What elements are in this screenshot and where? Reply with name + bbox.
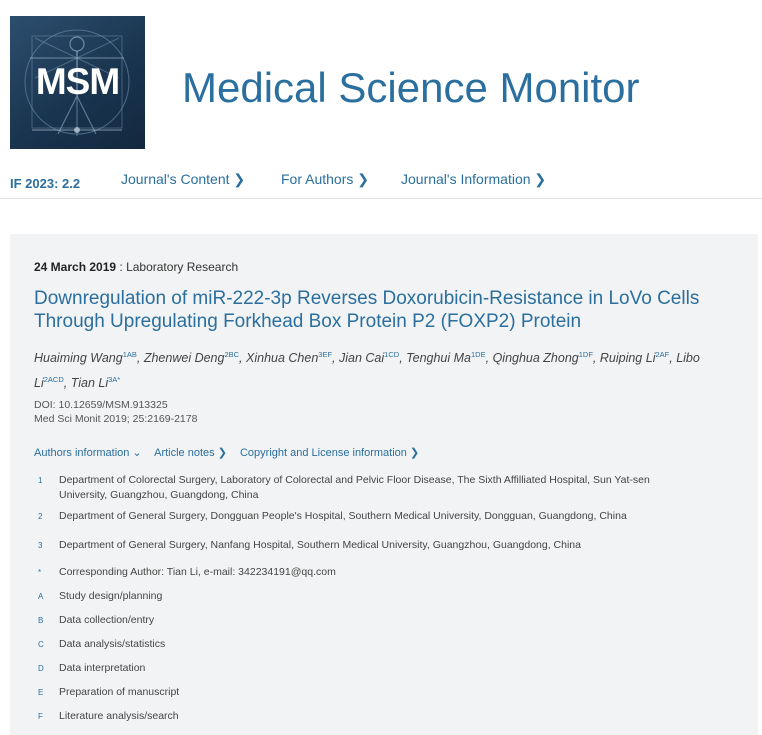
doi-block (34, 398, 197, 426)
impact-factor: IF 2023: 2.2 (10, 176, 81, 191)
doi[interactable]: DOI: 10.12659/MSM.913325 (34, 399, 168, 411)
site-title[interactable]: Medical Science Monitor (182, 64, 640, 111)
author[interactable]: Xinhua Chen$^{3EF}$ (246, 350, 333, 366)
tab-authors-information[interactable]: Authors information ⌄ (34, 447, 142, 459)
nav-journals-information[interactable]: Journal's Information ❯ (401, 171, 547, 187)
nav-journals-content[interactable]: Journal's Content ❯ (121, 171, 246, 187)
tab-copyright-license[interactable]: Copyright and License information ❯ (239, 447, 420, 459)
article-title: Downregulation of miR-222-3p Reverses Doxorubicin-Resistance in LoVo Cells Through Upregulating Forkhead Box Protein P2 (FOXP2) Protein (34, 288, 700, 332)
author-list: Huaiming Wang$^{1AB}$, Zhenwei Deng$^{2BC}$, Xinhua Chen$^{3EF}$, Jian Cai$^{1CD}$, Tenghui $Ma^{1DE}$, Qinghua Zhong$^{1DF}$, Ruiping $Li^{2AF}$, Libo $Li^{2ACD}$, Tian $Li^{3A*}$ (34, 350, 700, 391)
author[interactable]: Huaiming Wang$^{1AB}$ (34, 350, 137, 366)
nav-for-authors[interactable]: For Authors ❯ (281, 171, 369, 187)
author[interactable]: Ruiping $Li^{2AF}$ (599, 350, 670, 366)
journal-logo[interactable] (10, 16, 145, 149)
article-tabs (34, 446, 429, 459)
article-meta (34, 260, 238, 274)
tab-article-notes[interactable]: Article notes ❯ (154, 447, 227, 459)
author[interactable]: Tian $Li^{3A*}$ (70, 375, 121, 391)
logo-text: MSM (35, 61, 120, 102)
nav-divider (0, 198, 762, 199)
author[interactable]: Zhenwei Deng$^{2BC}$ (143, 350, 240, 366)
author[interactable]: Qinghua Zhong$^{1DF}$ (492, 350, 593, 366)
author[interactable]: Jian Cai$^{1CD}$ (339, 350, 400, 366)
author[interactable]: Tenghui $Ma^{1DE}$ (406, 350, 486, 366)
article-date: 24 March 2019 (34, 260, 117, 274)
article-category: : Laboratory Research (116, 260, 239, 274)
citation: Med Sci Monit 2019; 25:2169-2178 (34, 413, 198, 425)
author[interactable]: Libo $Li^{2ACD}$ (34, 351, 700, 391)
main-nav (0, 168, 762, 198)
